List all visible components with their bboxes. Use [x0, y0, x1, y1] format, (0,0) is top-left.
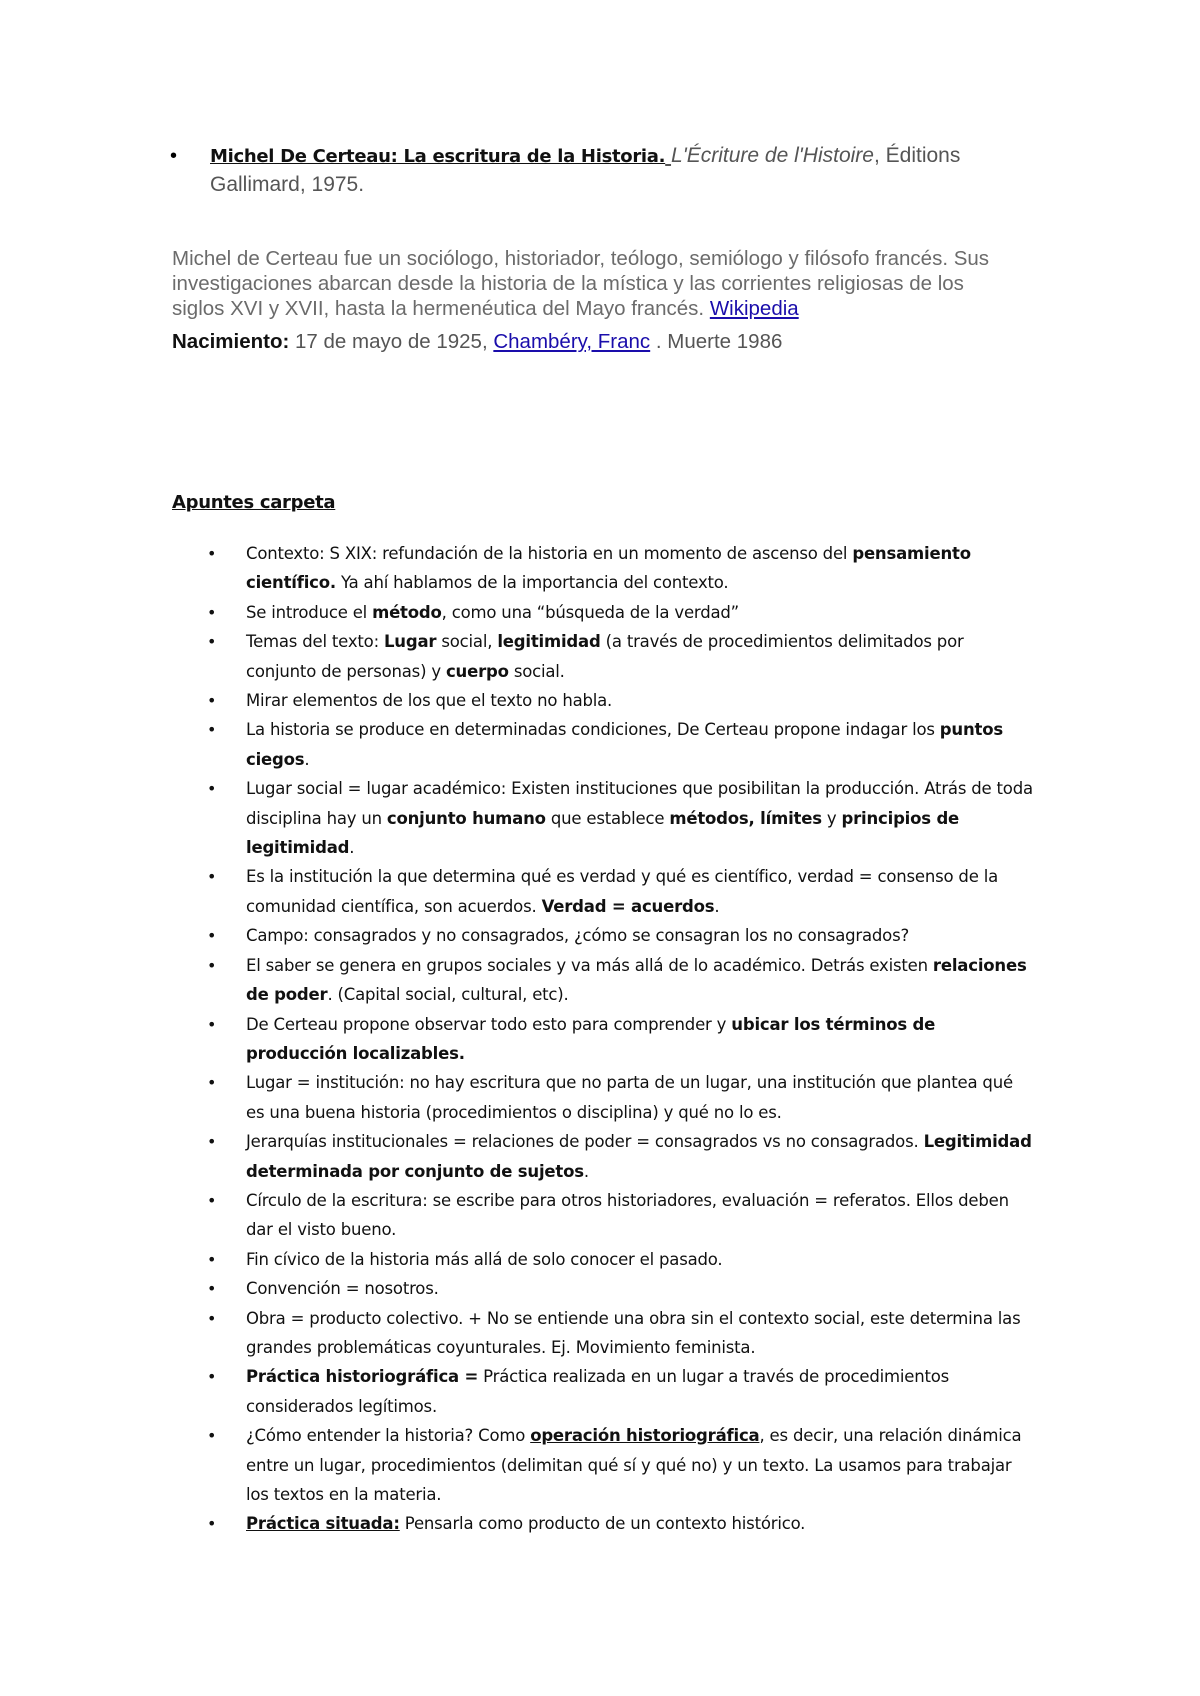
note-text: , como una “búsqueda de la verdad”: [441, 602, 739, 622]
bullet-icon: •: [207, 544, 217, 563]
note-text: ¿Cómo entender la historia? Como: [246, 1426, 531, 1446]
note-item: [204, 1421, 1034, 1509]
publisher-info: , Éditions Gallimard, 1975.: [210, 144, 961, 196]
note-text: , es decir, una relación dinámica entre un lugar, procedimientos (delimitan qué sí y qué no) y un texto. La usamos para trabajar los textos en la materia.: [246, 1426, 1022, 1504]
bullet-icon: •: [207, 1249, 217, 1269]
note-text: Práctica realizada en un lugar a través de procedimientos considerados legítimos.: [246, 1367, 950, 1416]
note-item: [204, 715, 1034, 774]
bullet-icon: •: [207, 955, 217, 975]
note-text: que establece: [545, 808, 670, 828]
note-text: Es la institución la que determina qué es verdad y qué es científico, verdad = consenso de la comunidad científica, son acuerdos.: [246, 867, 999, 916]
note-bold: .: [458, 1043, 465, 1063]
note-bold: pensamiento científico.: [246, 544, 971, 593]
note-text: .: [583, 1161, 589, 1181]
note-item: [204, 1509, 1034, 1538]
note-bold: métodos, límites: [669, 808, 822, 828]
bullet-icon: •: [207, 602, 217, 622]
note-item: [204, 921, 1034, 950]
bullet-icon: •: [207, 632, 217, 652]
note-item: [204, 598, 1034, 627]
note-text: social.: [508, 661, 565, 681]
bullet-icon: •: [207, 926, 217, 946]
bullet-icon: •: [207, 1132, 217, 1152]
note-bold: Legitimidad determinada por conjunto de sujetos: [246, 1132, 1032, 1181]
note-item: [204, 627, 1034, 686]
reference-item: [170, 142, 1000, 199]
note-item: [204, 1010, 1034, 1069]
bullet-icon: •: [207, 720, 217, 740]
note-text: Lugar social = lugar académico: Existen instituciones que posibilitan la producción. Atrás de toda disciplina hay un: [246, 779, 1033, 828]
note-text: Campo: consagrados y no consagrados, ¿cómo se consagran los no consagrados?: [246, 926, 910, 946]
note-bold-underlined: operación historiográfica: [530, 1426, 760, 1446]
note-text: .: [304, 749, 310, 769]
note-text: Lugar = institución: no hay escritura que no parta de un lugar, una institución que plantea qué es una buena historia (procedimientos o disciplina) y qué no lo es.: [246, 1073, 1013, 1122]
bullet-icon: •: [207, 1279, 217, 1299]
notes-list: [204, 539, 1034, 1539]
note-text: Pensarla como producto de un contexto histórico.: [399, 1514, 806, 1534]
book-title: Michel De Certeau: La escritura de la Historia.: [210, 146, 666, 167]
birth-label: Nacimiento:: [172, 330, 290, 353]
note-item: [204, 1274, 1034, 1303]
birth-info: [172, 329, 1022, 355]
bullet-icon: •: [207, 1073, 217, 1093]
birthplace-link[interactable]: Chambéry, Franc: [493, 330, 651, 353]
note-bold: Práctica historiográfica =: [246, 1367, 479, 1387]
note-text: Fin cívico de la historia más allá de solo conocer el pasado.: [246, 1249, 723, 1269]
note-text: La historia se produce en determinadas condiciones, De Certeau propone indagar los: [246, 720, 940, 740]
bullet-icon: •: [207, 1514, 217, 1534]
bullet-icon: •: [207, 1426, 217, 1446]
birth-date: 17 de mayo de 1925,: [289, 330, 494, 353]
note-text: Ya ahí hablamos de la importancia del contexto.: [335, 573, 729, 593]
note-text: Obra = producto colectivo. + No se entiende una obra sin el contexto social, este determina las grandes problemáticas coyunturales. Ej. Movimiento feminista.: [246, 1308, 1021, 1357]
note-text: social,: [436, 632, 498, 652]
note-bold-underlined: Práctica situada:: [246, 1514, 400, 1534]
bullet-icon: •: [207, 1367, 217, 1387]
note-item: [204, 862, 1034, 921]
note-bold: puntos ciegos: [246, 720, 1003, 769]
note-bold: Verdad = acuerdos: [541, 896, 715, 916]
author-bio: [172, 246, 1022, 321]
note-text: (a través de procedimientos delimitados por conjunto de personas) y: [246, 632, 964, 681]
note-text: El saber se genera en grupos sociales y va más allá de lo académico. Detrás existen: [246, 955, 933, 975]
wikipedia-link[interactable]: Wikipedia: [709, 297, 799, 320]
note-item: [204, 1245, 1034, 1274]
note-text: Contexto: S XIX: refundación de la historia en un momento de ascenso del: [246, 544, 853, 563]
note-text: Mirar elementos de los que el texto no habla.: [246, 691, 613, 711]
note-text: Convención = nosotros.: [246, 1279, 439, 1299]
note-bold: principios de legitimidad: [246, 808, 960, 858]
bullet-icon: •: [207, 691, 217, 711]
bullet-icon: •: [207, 779, 217, 799]
section-heading: Apuntes carpeta: [172, 492, 336, 513]
note-item: [204, 1068, 1034, 1127]
note-item: [204, 951, 1034, 1010]
note-bold: relaciones de poder: [246, 955, 1027, 1005]
death-info: . Muerte 1986: [650, 330, 783, 353]
bullet-icon: •: [170, 145, 178, 167]
note-item: [204, 1304, 1034, 1363]
note-bold: Lugar: [383, 632, 437, 652]
note-text: y: [821, 808, 842, 828]
reference-list: [170, 142, 1000, 199]
note-text: Círculo de la escritura: se escribe para otros historiadores, evaluación = referatos. Ellos deben dar el visto bueno.: [246, 1190, 1009, 1240]
note-bold: ubicar los términos de producción localizables: [246, 1014, 936, 1063]
note-item: [204, 1362, 1034, 1421]
note-item: [204, 1127, 1034, 1186]
note-text: Se introduce el: [246, 602, 373, 622]
note-item: [204, 539, 1034, 598]
original-title: L'Écriture de l'Histoire: [671, 144, 874, 167]
note-item: [204, 774, 1034, 862]
note-bold: conjunto humano: [386, 808, 546, 828]
note-text: Temas del texto:: [246, 632, 384, 652]
note-text: Jerarquías institucionales = relaciones de poder = consagrados vs no consagrados.: [246, 1132, 924, 1152]
note-item: [204, 686, 1034, 715]
bullet-icon: •: [207, 1190, 217, 1210]
note-text: .: [714, 896, 720, 916]
note-text: De Certeau propone observar todo esto para comprender y: [246, 1014, 732, 1034]
bullet-icon: •: [207, 867, 217, 887]
bullet-icon: •: [207, 1014, 217, 1034]
note-bold: método: [372, 602, 442, 622]
note-bold: cuerpo: [445, 661, 509, 681]
note-bold: legitimidad: [497, 632, 601, 652]
note-item: [204, 1186, 1034, 1245]
bio-text: Michel de Certeau fue un sociólogo, historiador, teólogo, semiólogo y filósofo francés. Sus investigaciones abarcan desde la historia de la mística y las corrientes religiosas de los siglos XVI y XVII, hasta la hermenéutica del Mayo francés.: [172, 247, 990, 320]
note-text: . (Capital social, cultural, etc).: [327, 985, 569, 1005]
note-text: .: [349, 838, 355, 858]
bullet-icon: •: [207, 1308, 217, 1328]
